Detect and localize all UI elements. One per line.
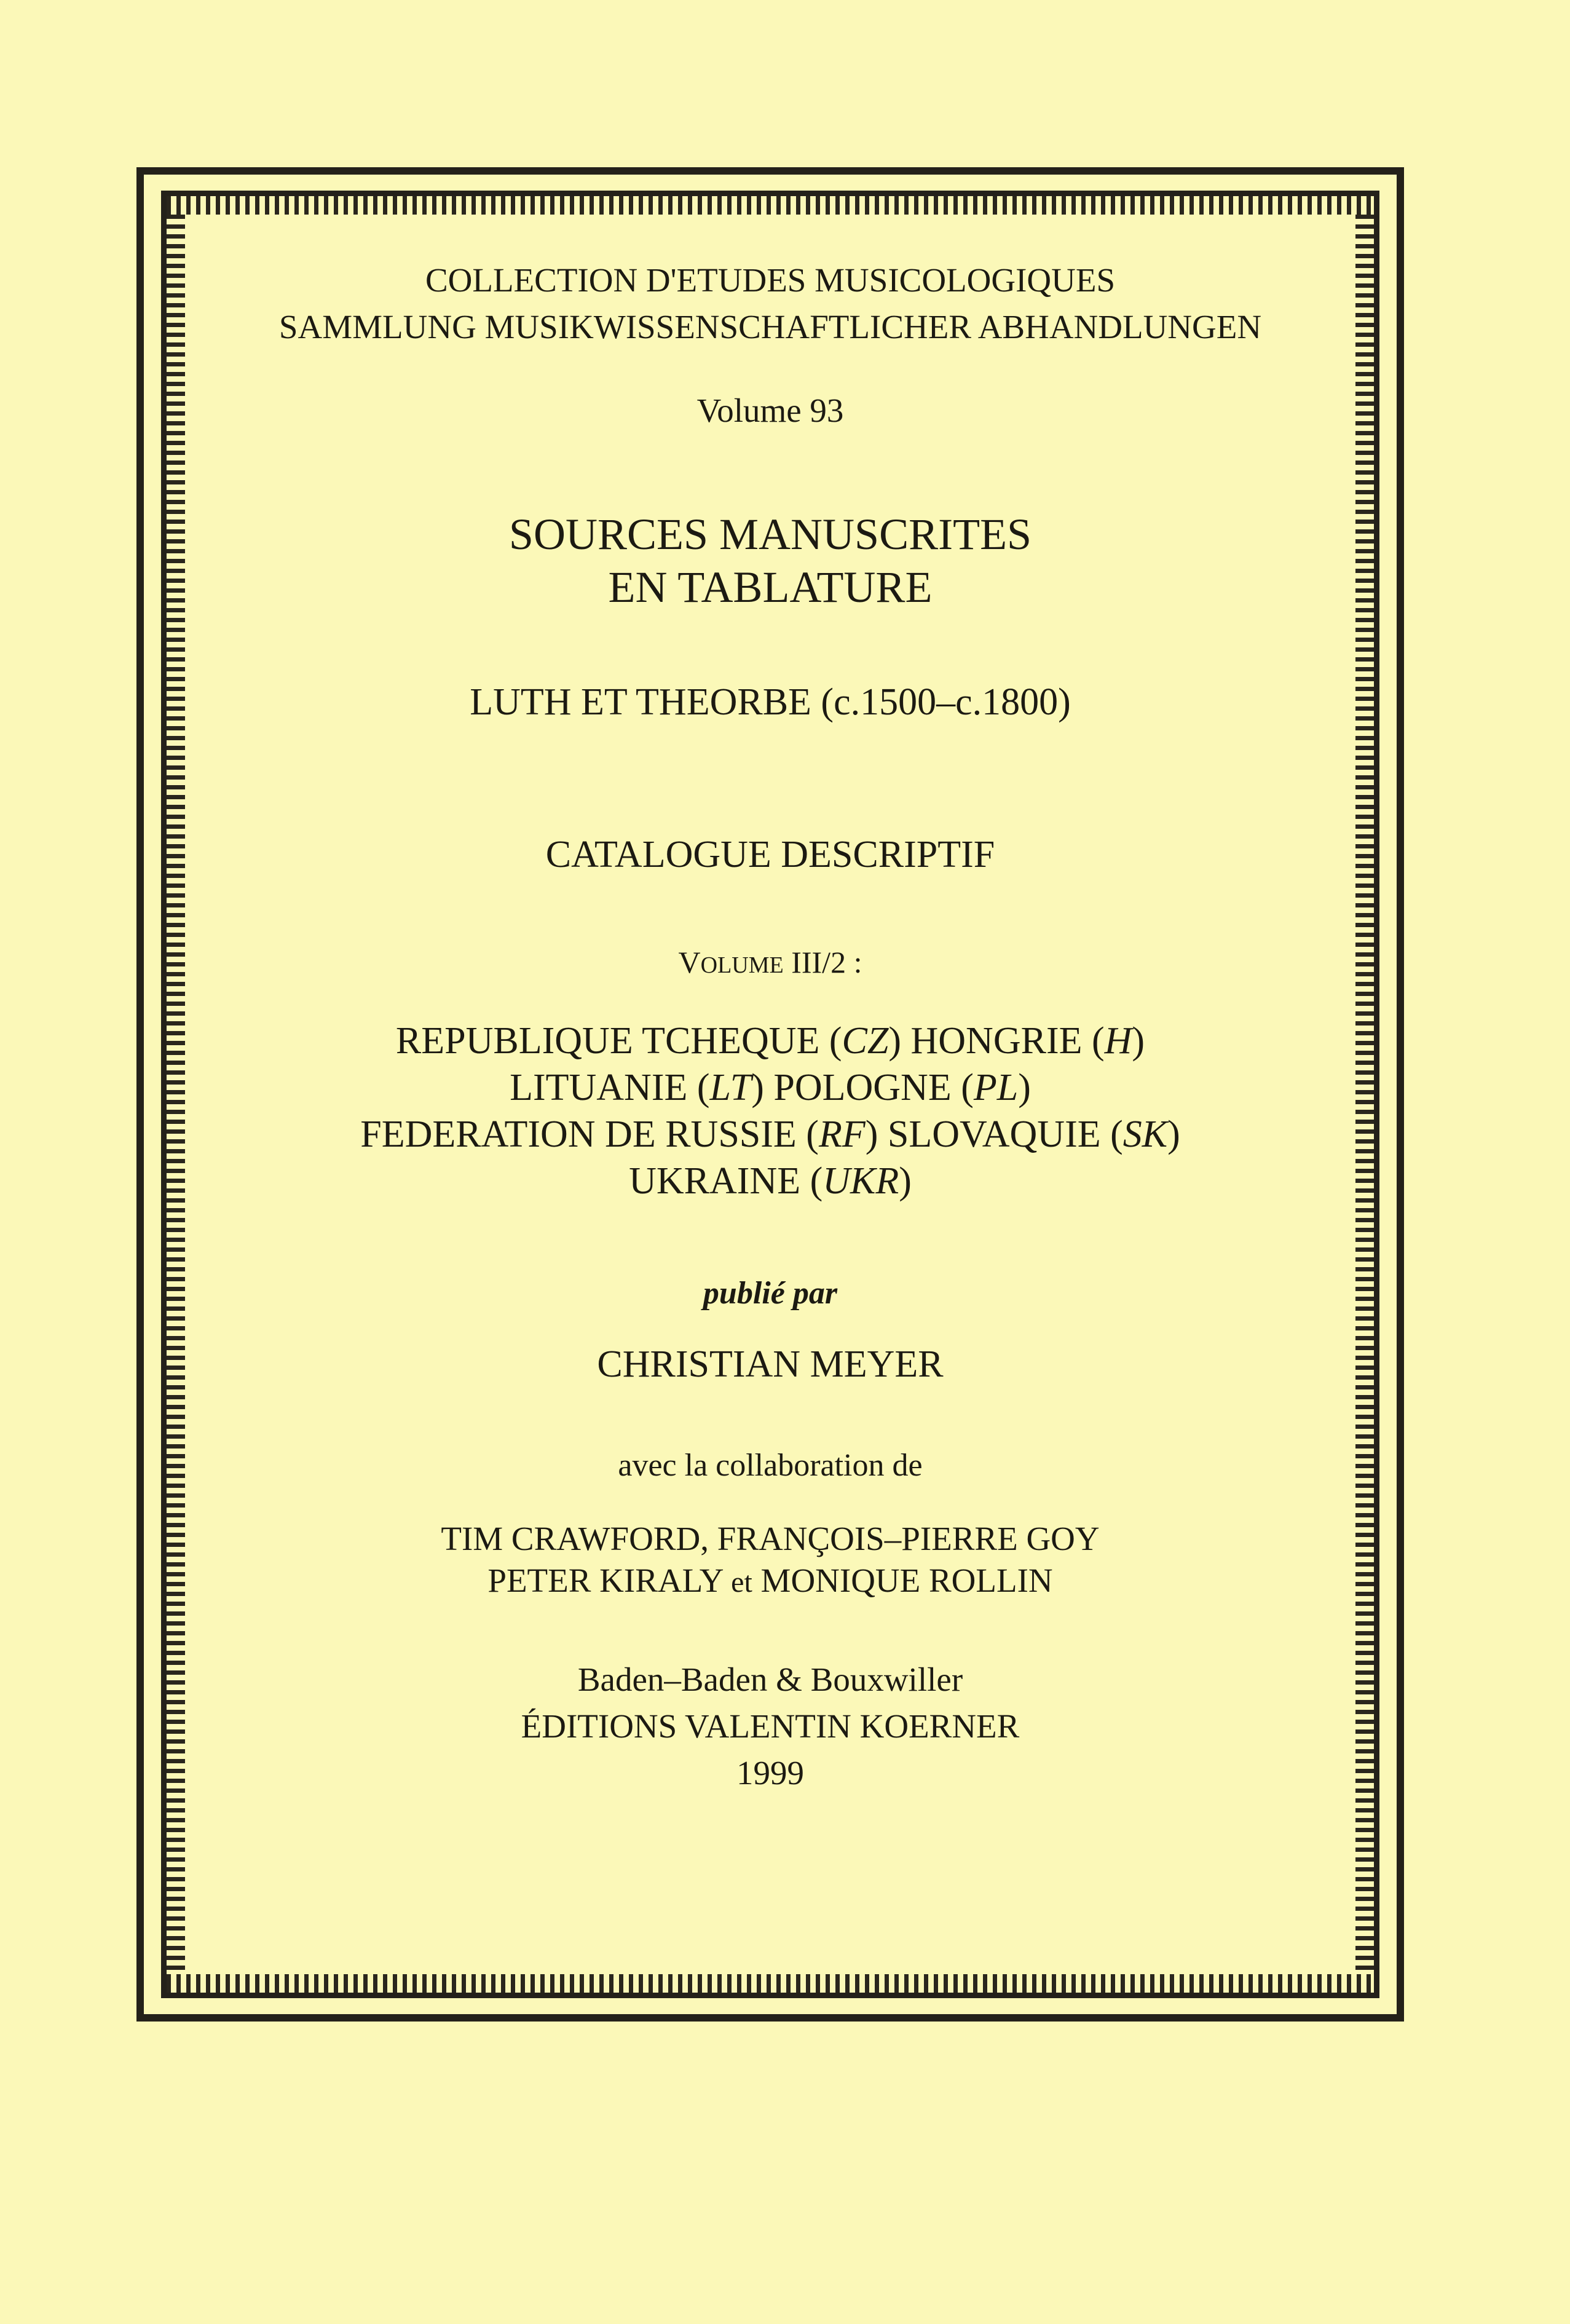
- country-text: LITUANIE (: [510, 1067, 710, 1109]
- countries-line-3: [197, 1111, 1344, 1158]
- country-text: ) POLOGNE (: [751, 1067, 974, 1109]
- countries-line-1: [197, 1018, 1344, 1064]
- collaborator-conjunction: et: [731, 1566, 752, 1599]
- book-subtitle: LUTH ET THEORBE (c.1500–c.1800): [470, 681, 1071, 723]
- country-text: ): [1132, 1020, 1145, 1062]
- book-title-line-1: SOURCES MANUSCRITES: [508, 510, 1032, 559]
- publisher-block: [197, 1656, 1344, 1796]
- collaborators-line-2: [197, 1560, 1344, 1603]
- book-title: [197, 508, 1344, 614]
- country-text: ): [899, 1160, 912, 1202]
- series-volume: Volume 93: [696, 392, 844, 429]
- series-title-fr: COLLECTION D'ETUDES MUSICOLOGIQUES: [425, 261, 1116, 299]
- collaboration-label: avec la collaboration de: [618, 1448, 923, 1483]
- book-title-line-2: EN TABLATURE: [608, 563, 933, 612]
- publisher-name: ÉDITIONS VALENTIN KOERNER: [521, 1707, 1020, 1745]
- collaborators: [197, 1518, 1344, 1603]
- editor-name: CHRISTIAN MEYER: [597, 1343, 944, 1385]
- country-code: LT: [709, 1067, 752, 1109]
- country-text: UKRAINE (: [629, 1160, 823, 1202]
- frame-ornament-top: [167, 196, 1374, 215]
- country-text: ) HONGRIE (: [888, 1020, 1105, 1062]
- frame-ornament-left: [167, 215, 185, 1974]
- publisher-place: Baden–Baden & Bouxwiller: [577, 1661, 963, 1698]
- country-code: SK: [1122, 1113, 1168, 1155]
- country-code: RF: [818, 1113, 866, 1155]
- collaborator-name: MONIQUE ROLLIN: [752, 1562, 1053, 1599]
- catalogue-heading: CATALOGUE DESCRIPTIF: [545, 834, 995, 875]
- country-text: FEDERATION DE RUSSIE (: [360, 1113, 819, 1155]
- volume-part-initial: V: [678, 945, 701, 979]
- volume-part-number: III/2 :: [783, 945, 862, 979]
- series-title: [197, 257, 1344, 350]
- country-code: PL: [973, 1067, 1019, 1109]
- volume-part: [197, 941, 1344, 987]
- countries-line-2: [197, 1064, 1344, 1111]
- cover-text: [197, 246, 1344, 1796]
- country-text: ): [1167, 1113, 1180, 1155]
- country-text: ) SLOVAQUIE (: [865, 1113, 1123, 1155]
- country-text: ): [1018, 1067, 1031, 1109]
- country-code: H: [1104, 1020, 1132, 1062]
- series-title-de: SAMMLUNG MUSIKWISSENSCHAFTLICHER ABHANDLUNGEN: [278, 308, 1262, 346]
- volume-part-word: OLUME: [700, 952, 784, 978]
- country-code: UKR: [822, 1160, 899, 1202]
- frame-ornament-bottom: [167, 1974, 1374, 1993]
- publication-year: 1999: [736, 1754, 804, 1792]
- countries-list: [197, 1018, 1344, 1204]
- frame-ornament-right: [1355, 215, 1374, 1974]
- published-by-label: publié par: [703, 1276, 838, 1311]
- collaborators-line-1: TIM CRAWFORD, FRANÇOIS–PIERRE GOY: [441, 1520, 1100, 1557]
- collaborator-name: PETER KIRALY: [487, 1562, 732, 1599]
- countries-line-4: [197, 1158, 1344, 1204]
- country-text: REPUBLIQUE TCHEQUE (: [395, 1020, 842, 1062]
- country-code: CZ: [842, 1020, 889, 1062]
